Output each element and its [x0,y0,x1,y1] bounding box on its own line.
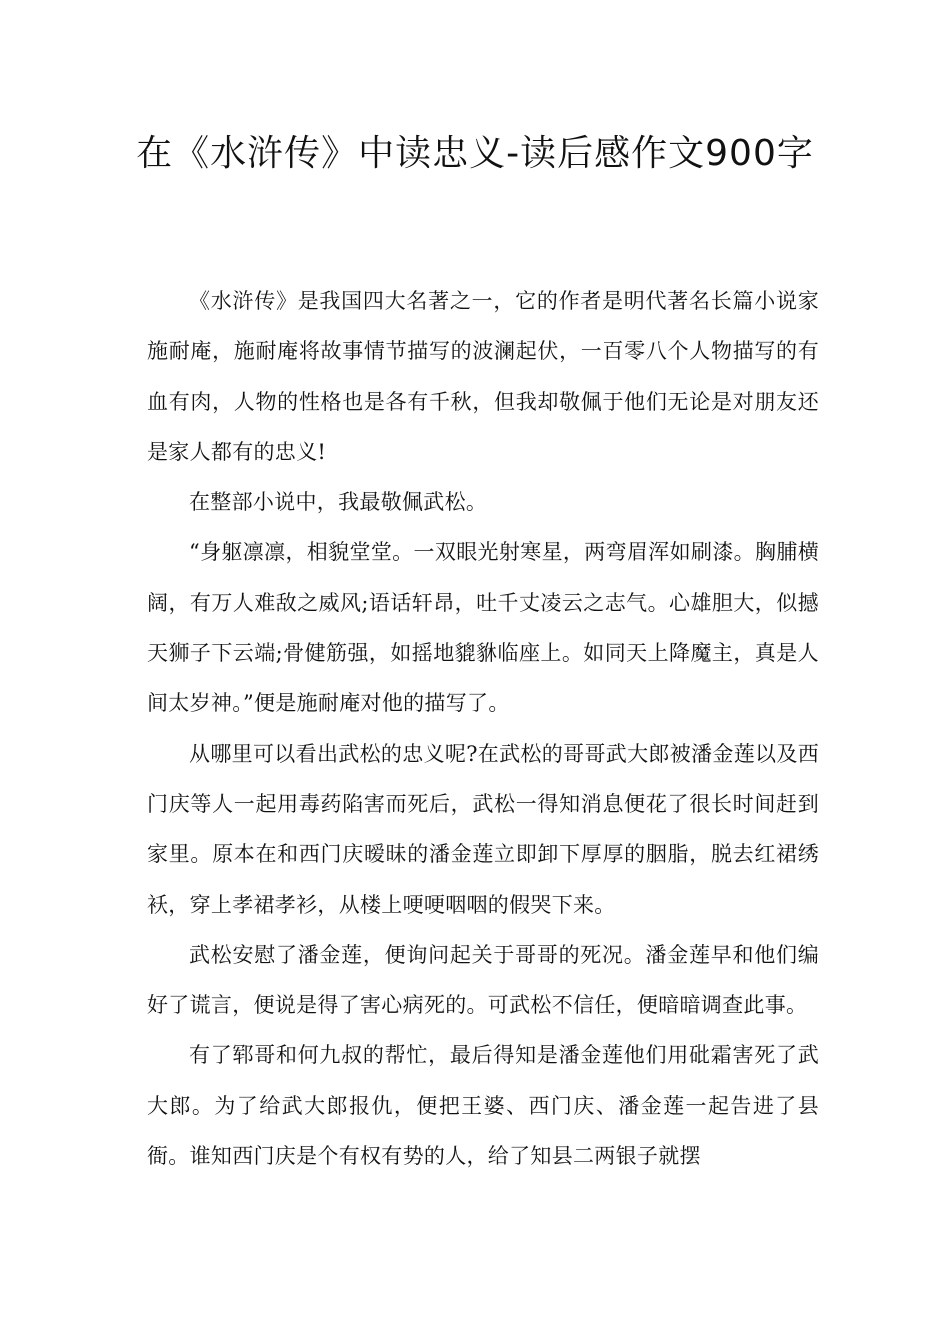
paragraph: 武松安慰了潘金莲，便询问起关于哥哥的死况。潘金莲早和他们编好了谎言，便说是得了害心病死的。可武松不信任，便暗暗调查此事。 [147,942,819,1018]
document-body [147,276,819,1181]
paragraph: 从哪里可以看出武松的忠义呢?在武松的哥哥武大郎被潘金莲以及西门庆等人一起用毒药陷害而死后，武松一得知消息便花了很长时间赶到家里。原本在和西门庆暧昧的潘金莲立即卸下厚厚的胭脂，脱去红裙绣袄，穿上孝裙孝衫，从楼上哽哽咽咽的假哭下来。 [147,741,819,917]
document-title: 在《水浒传》中读忠义-读后感作文900字 [136,133,814,174]
paragraph: 有了郓哥和何九叔的帮忙，最后得知是潘金莲他们用砒霜害死了武大郎。为了给武大郎报仇，便把王婆、西门庆、潘金莲一起告进了县衙。谁知西门庆是个有权有势的人，给了知县二两银子就摆 [147,1043,819,1169]
paragraph: 《水浒传》是我国四大名著之一，它的作者是明代著名长篇小说家施耐庵，施耐庵将故事情节描写的波澜起伏，一百零八个人物描写的有血有肉，人物的性格也是各有千秋，但我却敬佩于他们无论是对朋友还是家人都有的忠义! [147,289,819,464]
paragraph: 在整部小说中，我最敬佩武松。 [189,490,488,515]
paragraph: “身躯凛凛，相貌堂堂。一双眼光射寒星，两弯眉浑如刷漆。胸脯横阔，有万人难敌之威风;语话轩昂，吐千丈凌云之志气。心雄胆大，似撼天狮子下云端;骨健筋强，如摇地貔貅临座上。如同天上降魔主，真是人间太岁神。”便是施耐庵对他的描写了。 [147,540,819,716]
